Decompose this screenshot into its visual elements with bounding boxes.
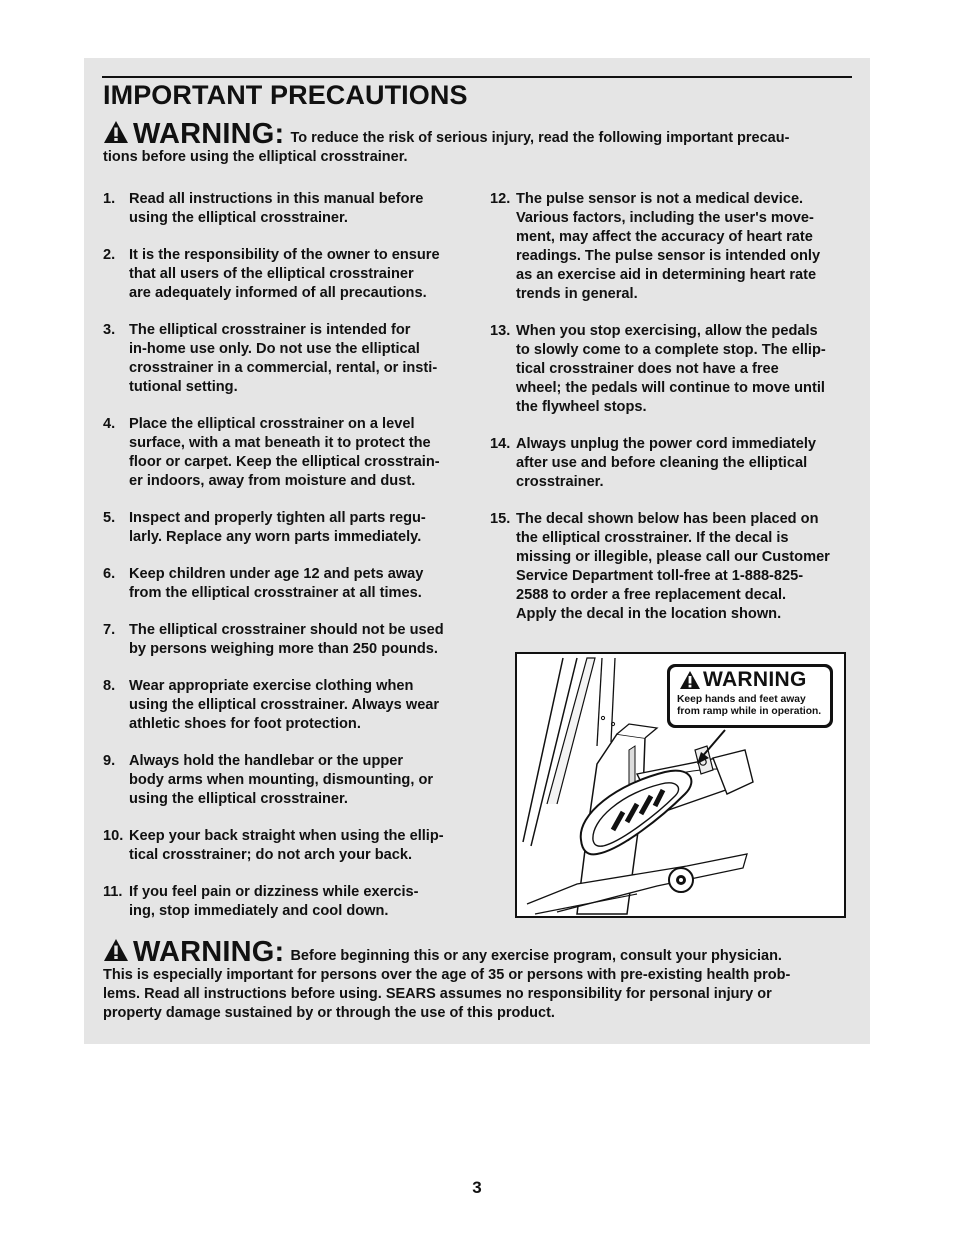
warning-triangle-icon bbox=[103, 120, 129, 144]
precaution-number: 13. bbox=[490, 323, 511, 339]
precaution-text-line: Wear appropriate exercise clothing when bbox=[129, 678, 414, 694]
decal-illustration bbox=[515, 652, 846, 918]
precaution-text-line: floor or carpet. Keep the elliptical crosstrain- bbox=[129, 454, 440, 470]
precaution-item bbox=[103, 752, 468, 809]
precaution-item bbox=[103, 883, 468, 921]
precaution-item bbox=[103, 246, 468, 303]
top-warning-text: To reduce the risk of serious injury, read the following important precau- bbox=[290, 130, 790, 146]
precaution-text-line: after use and before cleaning the elliptical bbox=[516, 455, 808, 471]
top-warning-text-cont: tions before using the elliptical crosstrainer. bbox=[103, 149, 408, 165]
precaution-item bbox=[103, 509, 468, 547]
precaution-text-line: The elliptical crosstrainer should not be used bbox=[129, 622, 444, 638]
precaution-item bbox=[103, 827, 468, 865]
precaution-item bbox=[490, 435, 854, 492]
precaution-text-line: the elliptical crosstrainer. If the decal is bbox=[516, 530, 789, 546]
precaution-text-line: using the elliptical crosstrainer. bbox=[129, 791, 348, 807]
precaution-text-line: to slowly come to a complete stop. The ellip- bbox=[516, 342, 826, 358]
precaution-text-line: tical crosstrainer; do not arch your back. bbox=[129, 847, 413, 863]
precaution-text-line: Apply the decal in the location shown. bbox=[516, 606, 782, 622]
precaution-text-line: from the elliptical crosstrainer at all times. bbox=[129, 585, 422, 601]
precaution-text-line: missing or illegible, please call our Customer bbox=[516, 549, 830, 565]
warning-triangle-icon bbox=[103, 938, 129, 962]
precaution-number: 15. bbox=[490, 511, 511, 527]
precaution-number: 9. bbox=[103, 753, 116, 769]
precaution-number: 14. bbox=[490, 436, 511, 452]
top-warning-label: WARNING: bbox=[133, 118, 285, 150]
precaution-text-line: are adequately informed of all precautions. bbox=[129, 285, 427, 301]
precaution-item bbox=[103, 321, 468, 397]
bottom-warning-text: Before beginning this or any exercise program, consult your physician. bbox=[290, 948, 782, 964]
bottom-warning-line-2: lems. Read all instructions before using. SEARS assumes no responsibility for personal injury or bbox=[103, 986, 772, 1002]
precautions-left-column bbox=[103, 190, 468, 939]
precaution-text-line: trends in general. bbox=[516, 286, 638, 302]
precaution-text-line: Read all instructions in this manual before bbox=[129, 191, 424, 207]
precaution-text-line: athletic shoes for foot protection. bbox=[129, 716, 361, 732]
precaution-text-line: Keep your back straight when using the ellip- bbox=[129, 828, 444, 844]
precaution-number: 2. bbox=[103, 247, 116, 263]
precautions-panel bbox=[84, 58, 870, 1044]
page-number: 3 bbox=[472, 1178, 482, 1197]
precaution-text-line: Always unplug the power cord immediately bbox=[516, 436, 817, 452]
precaution-number: 7. bbox=[103, 622, 116, 638]
precaution-text-line: Various factors, including the user's move- bbox=[516, 210, 814, 226]
precaution-text-line: crosstrainer. bbox=[516, 474, 604, 490]
precaution-number: 1. bbox=[103, 191, 116, 207]
page-title: IMPORTANT PRECAUTIONS bbox=[103, 80, 468, 110]
precaution-text-line: by persons weighing more than 250 pounds. bbox=[129, 641, 438, 657]
precaution-text-line: larly. Replace any worn parts immediately. bbox=[129, 529, 422, 545]
precaution-text-line: crosstrainer in a commercial, rental, or insti- bbox=[129, 360, 438, 376]
bottom-warning-line-1: This is especially important for persons over the age of 35 or persons with pre-existing health prob- bbox=[103, 967, 791, 983]
precaution-text-line: using the elliptical crosstrainer. bbox=[129, 210, 348, 226]
precaution-number: 10. bbox=[103, 828, 124, 844]
precaution-item bbox=[103, 677, 468, 734]
precaution-text-line: body arms when mounting, dismounting, or bbox=[129, 772, 434, 788]
precaution-text-line: using the elliptical crosstrainer. Always wear bbox=[129, 697, 440, 713]
decal-warning-icon bbox=[679, 670, 701, 690]
precaution-number: 5. bbox=[103, 510, 116, 526]
precaution-text-line: readings. The pulse sensor is intended only bbox=[516, 248, 821, 264]
precaution-text-line: surface, with a mat beneath it to protect the bbox=[129, 435, 431, 451]
precautions-right-column bbox=[490, 190, 854, 642]
bottom-warning-label: WARNING: bbox=[133, 936, 285, 968]
precaution-text-line: that all users of the elliptical crosstrainer bbox=[129, 266, 414, 282]
precaution-text-line: Service Department toll-free at 1-888-825- bbox=[516, 568, 804, 584]
precaution-item bbox=[490, 510, 854, 624]
precaution-text-line: ing, stop immediately and cool down. bbox=[129, 903, 389, 919]
decal-line-1: Keep hands and feet away bbox=[677, 694, 806, 705]
precaution-item bbox=[490, 322, 854, 417]
precaution-item bbox=[490, 190, 854, 304]
precaution-text-line: Place the elliptical crosstrainer on a level bbox=[129, 416, 415, 432]
precaution-text-line: as an exercise aid in determining heart rate bbox=[516, 267, 817, 283]
bottom-warning-line-3: property damage sustained by or through the use of this product. bbox=[103, 1005, 555, 1021]
precaution-text-line: er indoors, away from moisture and dust. bbox=[129, 473, 416, 489]
precaution-number: 8. bbox=[103, 678, 116, 694]
precaution-item bbox=[103, 565, 468, 603]
decal-warning-label: WARNING bbox=[703, 668, 807, 691]
precaution-number: 4. bbox=[103, 416, 116, 432]
precaution-number: 11. bbox=[103, 884, 123, 900]
bottom-warning bbox=[103, 938, 853, 1023]
precaution-text-line: ment, may affect the accuracy of heart rate bbox=[516, 229, 813, 245]
precaution-text-line: The elliptical crosstrainer is intended for bbox=[129, 322, 411, 338]
precaution-text-line: the flywheel stops. bbox=[516, 399, 647, 415]
precaution-text-line: The pulse sensor is not a medical device. bbox=[516, 191, 804, 207]
decal-sticker bbox=[667, 664, 833, 728]
precaution-text-line: Always hold the handlebar or the upper bbox=[129, 753, 404, 769]
precaution-text-line: in-home use only. Do not use the elliptical bbox=[129, 341, 420, 357]
precaution-number: 12. bbox=[490, 191, 511, 207]
precaution-text-line: It is the responsibility of the owner to ensure bbox=[129, 247, 440, 263]
precaution-text-line: tical crosstrainer does not have a free bbox=[516, 361, 779, 377]
decal-line-2: from ramp while in operation. bbox=[677, 706, 822, 717]
precaution-text-line: If you feel pain or dizziness while exercis- bbox=[129, 884, 419, 900]
precaution-text-line: tutional setting. bbox=[129, 379, 238, 395]
precaution-text-line: Keep children under age 12 and pets away bbox=[129, 566, 424, 582]
precaution-text-line: 2588 to order a free replacement decal. bbox=[516, 587, 787, 603]
precaution-item bbox=[103, 415, 468, 491]
precaution-number: 6. bbox=[103, 566, 116, 582]
precaution-text-line: Inspect and properly tighten all parts regu- bbox=[129, 510, 426, 526]
precaution-number: 3. bbox=[103, 322, 116, 338]
header-rule bbox=[102, 76, 852, 78]
precaution-text-line: wheel; the pedals will continue to move until bbox=[516, 380, 825, 396]
top-warning bbox=[103, 120, 853, 167]
decal-warning-text bbox=[677, 694, 821, 718]
precaution-item bbox=[103, 190, 468, 228]
precaution-text-line: When you stop exercising, allow the pedals bbox=[516, 323, 818, 339]
precaution-item bbox=[103, 621, 468, 659]
precaution-text-line: The decal shown below has been placed on bbox=[516, 511, 819, 527]
